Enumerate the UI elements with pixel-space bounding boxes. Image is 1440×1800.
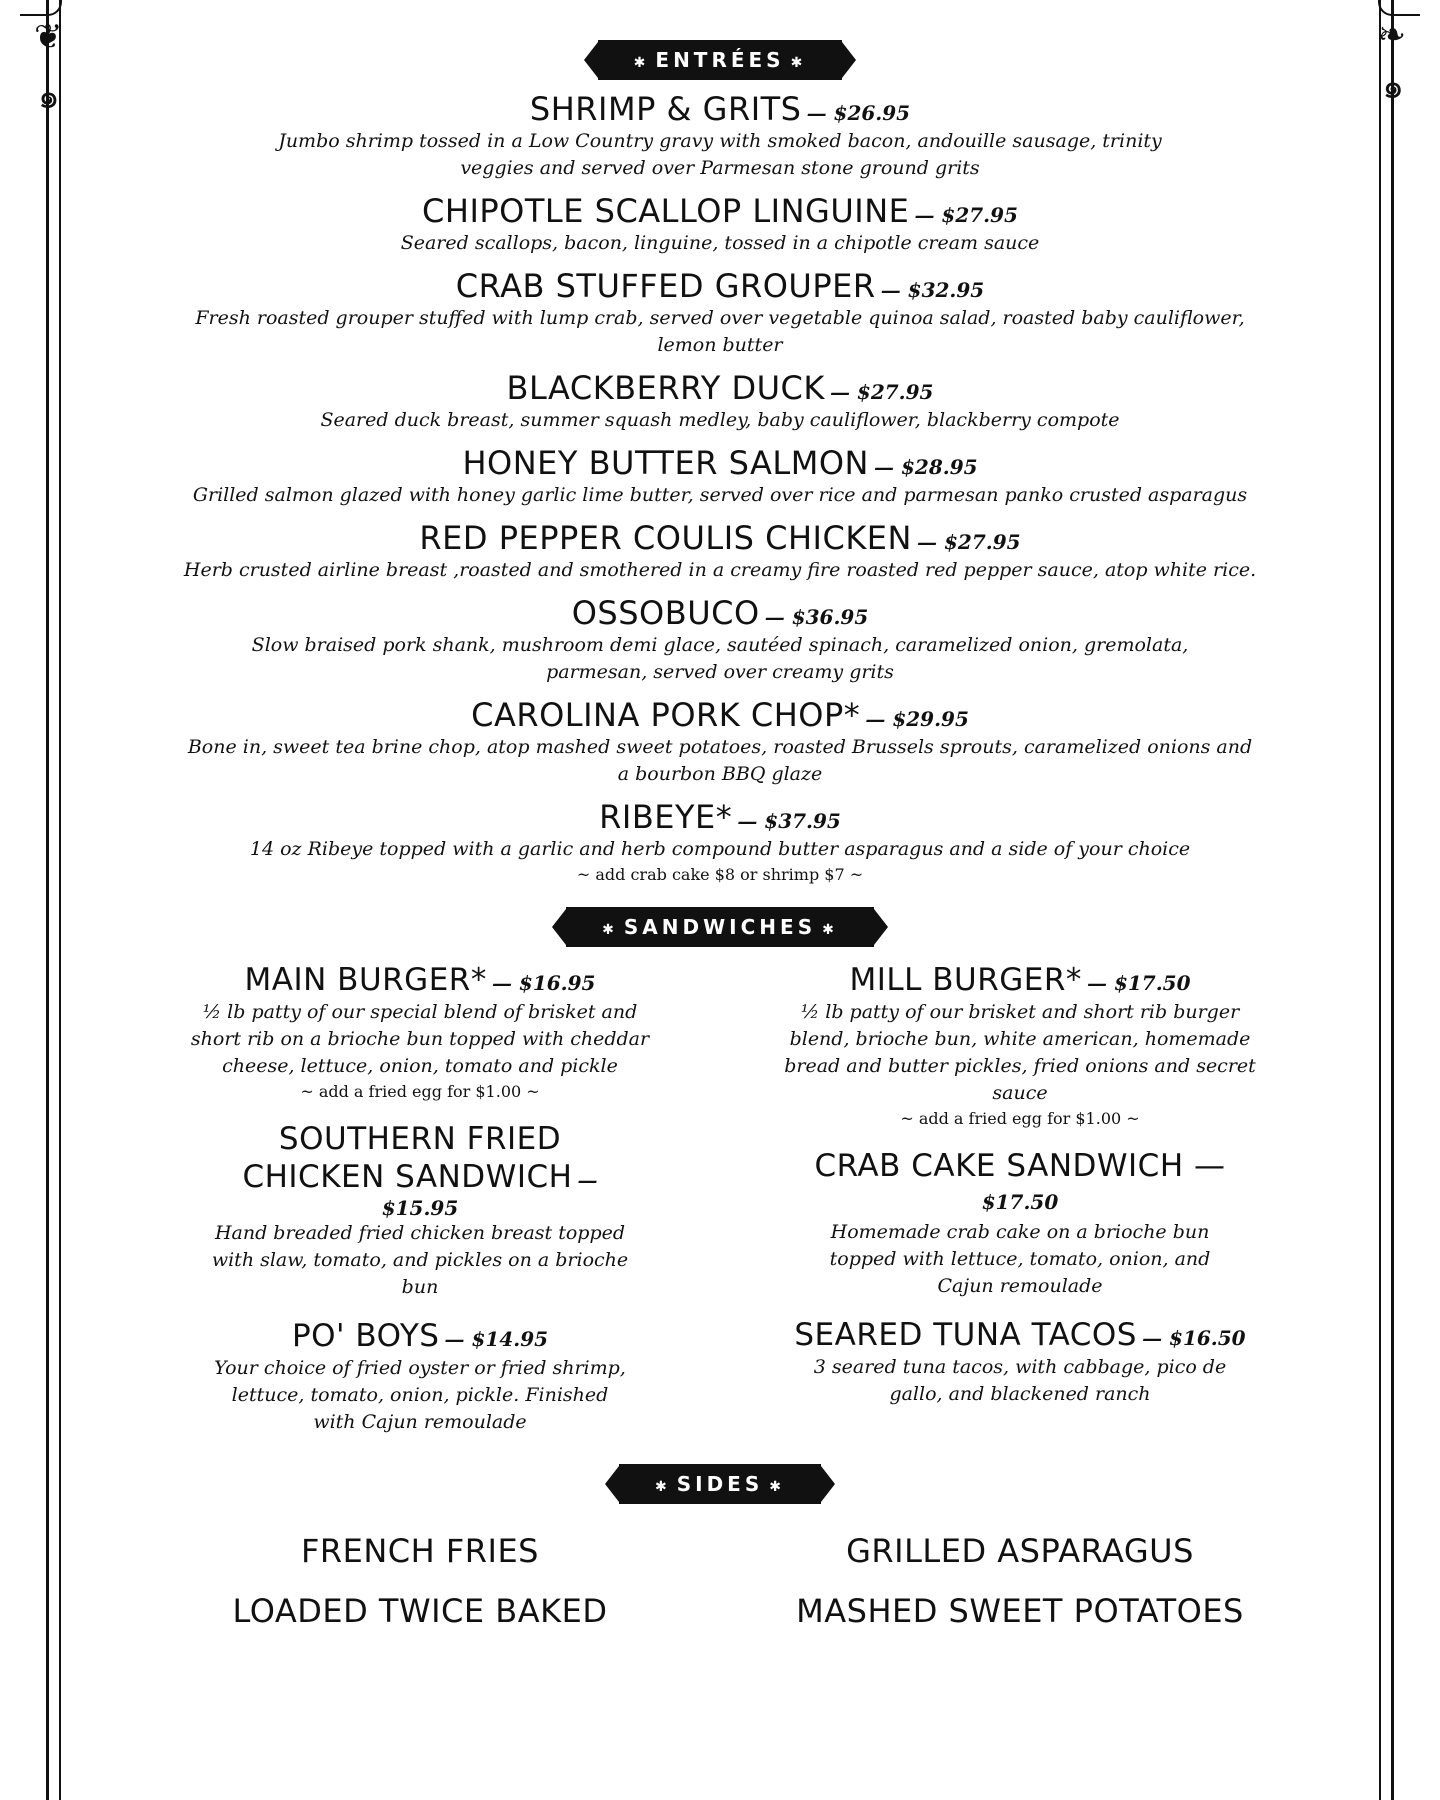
item-name: HONEY BUTTER SALMON <box>462 444 869 482</box>
item-description: 3 seared tuna tacos, with cabbage, pico de gallo, and blackened ranch <box>813 1356 1227 1405</box>
side-item: FRENCH FRIES <box>301 1532 539 1570</box>
item-name: SEARED TUNA TACOS <box>794 1317 1137 1353</box>
item-price: — $16.95 <box>491 971 596 995</box>
entree-item <box>150 90 1290 182</box>
entree-item <box>150 444 1290 509</box>
swirl-ornament-icon: ๑ <box>38 77 60 117</box>
item-addon-note: ~ add a fried egg for $1.00 ~ <box>300 1082 540 1101</box>
star-ornament-icon: ✱ <box>822 922 838 938</box>
item-name: BLACKBERRY DUCK <box>506 369 825 407</box>
item-name: MAIN BURGER* <box>244 962 487 998</box>
item-price: — $27.95 <box>914 203 1018 227</box>
item-description: Seared scallops, bacon, linguine, tossed in a chipotle cream sauce <box>400 232 1040 254</box>
item-price: — $16.50 <box>1142 1326 1246 1350</box>
star-ornament-icon: ✱ <box>769 1479 785 1495</box>
item-description: Hand breaded fried chicken breast topped with slaw, tomato, and pickles on a brioche bun <box>211 1222 629 1298</box>
item-price: — $29.95 <box>865 707 969 731</box>
entree-item <box>150 696 1290 788</box>
swirl-ornament-icon: ๑ <box>1382 67 1404 107</box>
side-item: MASHED SWEET POTATOES <box>796 1592 1244 1630</box>
sandwich-item <box>750 1147 1290 1300</box>
star-ornament-icon: ✱ <box>602 922 618 938</box>
border-left <box>46 0 61 1800</box>
item-description: Jumbo shrimp tossed in a Low Country gravy with smoked bacon, andouille sausage, trinity veggies and served over Parmesan stone ground grits <box>278 130 1162 179</box>
item-description: Your choice of fried oyster or fried shrimp, lettuce, tomato, onion, pickle. Finished with Cajun remoulade <box>214 1357 626 1433</box>
swirl-ornament-icon: ❧ <box>1377 15 1406 55</box>
item-description: ½ lb patty of our special blend of brisket and short rib on a brioche bun topped with cheddar cheese, lettuce, onion, tomato and pickle <box>190 1001 650 1077</box>
item-name: PO' BOYS <box>291 1318 440 1354</box>
item-description: Seared duck breast, summer squash medley, baby cauliflower, blackberry compote <box>320 409 1120 431</box>
star-ornament-icon: ✱ <box>655 1479 671 1495</box>
item-price: — $14.95 <box>444 1327 549 1351</box>
sides-right-column <box>750 1532 1290 1652</box>
sandwiches-left-column <box>150 961 690 1452</box>
item-name: CAROLINA PORK CHOP* <box>471 696 861 734</box>
item-name: CHIPOTLE SCALLOP LINGUINE <box>422 192 910 230</box>
item-price: — $26.95 <box>806 101 911 125</box>
sandwich-item <box>150 961 690 1104</box>
entrees-list <box>150 90 1290 887</box>
item-addon-note: ~ add a fried egg for $1.00 ~ <box>900 1109 1140 1128</box>
item-description: Herb crusted airline breast ,roasted and smothered in a creamy fire roasted red pepper sauce, atop white rice. <box>183 559 1257 581</box>
sandwiches-right-column <box>750 961 1290 1452</box>
entree-item <box>150 267 1290 359</box>
item-price: — $32.95 <box>880 278 985 302</box>
sandwich-item <box>750 1316 1290 1408</box>
entree-item <box>150 594 1290 686</box>
item-name: SOUTHERN FRIED CHICKEN SANDWICH <box>242 1121 573 1195</box>
sandwiches-header <box>150 907 1290 947</box>
sides-title: SIDES <box>676 1472 764 1496</box>
sides-header <box>150 1464 1290 1504</box>
item-description: Grilled salmon glazed with honey garlic lime butter, served over rice and parmesan panko crusted asparagus <box>192 484 1248 506</box>
item-price: — $27.95 <box>917 530 1021 554</box>
sandwiches-title: SANDWICHES <box>623 915 817 939</box>
item-name: RED PEPPER COULIS CHICKEN <box>419 519 912 557</box>
item-description: 14 oz Ribeye topped with a garlic and herb compound butter asparagus and a side of your choice <box>249 838 1191 860</box>
item-price: — $27.95 <box>829 380 934 404</box>
item-name: OSSOBUCO <box>571 594 760 632</box>
sandwich-item <box>150 1120 690 1301</box>
item-price: — $36.95 <box>764 605 869 629</box>
item-addon-note: ~ add crab cake $8 or shrimp $7 ~ <box>576 865 864 884</box>
sandwich-item <box>750 961 1290 1131</box>
item-price: $17.50 <box>981 1190 1059 1214</box>
item-name: SHRIMP & GRITS <box>529 90 802 128</box>
item-description: Slow braised pork shank, mushroom demi glace, sautéed spinach, caramelized onion, gremolata, parmesan, served over creamy grits <box>251 634 1189 683</box>
item-name: CRAB CAKE SANDWICH — <box>814 1148 1226 1184</box>
entree-item <box>150 798 1290 887</box>
entree-item <box>150 369 1290 434</box>
item-name: CRAB STUFFED GROUPER <box>455 267 876 305</box>
side-item: LOADED TWICE BAKED <box>232 1592 608 1630</box>
item-description: Fresh roasted grouper stuffed with lump crab, served over vegetable quinoa salad, roasted baby cauliflower, lemon butter <box>195 307 1245 356</box>
side-item: GRILLED ASPARAGUS <box>846 1532 1194 1570</box>
star-ornament-icon: ✱ <box>633 55 650 71</box>
item-price: — $17.50 <box>1087 971 1191 995</box>
entree-item <box>150 192 1290 257</box>
entrees-header <box>150 40 1290 80</box>
sides-list <box>150 1532 1290 1652</box>
menu-content <box>150 0 1290 1652</box>
item-name: RIBEYE* <box>599 798 733 836</box>
item-name: MILL BURGER* <box>849 962 1082 998</box>
item-price: — $28.95 <box>874 455 978 479</box>
sandwiches-list <box>150 961 1290 1452</box>
item-price: — $37.95 <box>737 809 841 833</box>
star-ornament-icon: ✱ <box>790 55 807 71</box>
entrees-title: ENTRÉES <box>655 48 785 72</box>
border-right <box>1379 0 1394 1800</box>
sandwich-item <box>150 1317 690 1436</box>
entree-item <box>150 519 1290 584</box>
item-description: Homemade crab cake on a brioche bun topped with lettuce, tomato, onion, and Cajun remoulade <box>829 1221 1211 1297</box>
sides-left-column <box>150 1532 690 1652</box>
item-description: ½ lb patty of our brisket and short rib burger blend, brioche bun, white american, homemade bread and butter pickles, fried onions and secret sauce <box>784 1001 1256 1104</box>
swirl-ornament-icon: ❦ <box>34 17 63 57</box>
item-price: — $15.95 <box>381 1168 598 1220</box>
item-description: Bone in, sweet tea brine chop, atop mashed sweet potatoes, roasted Brussels sprouts, caramelized onions and a bourbon BBQ glaze <box>187 736 1253 785</box>
